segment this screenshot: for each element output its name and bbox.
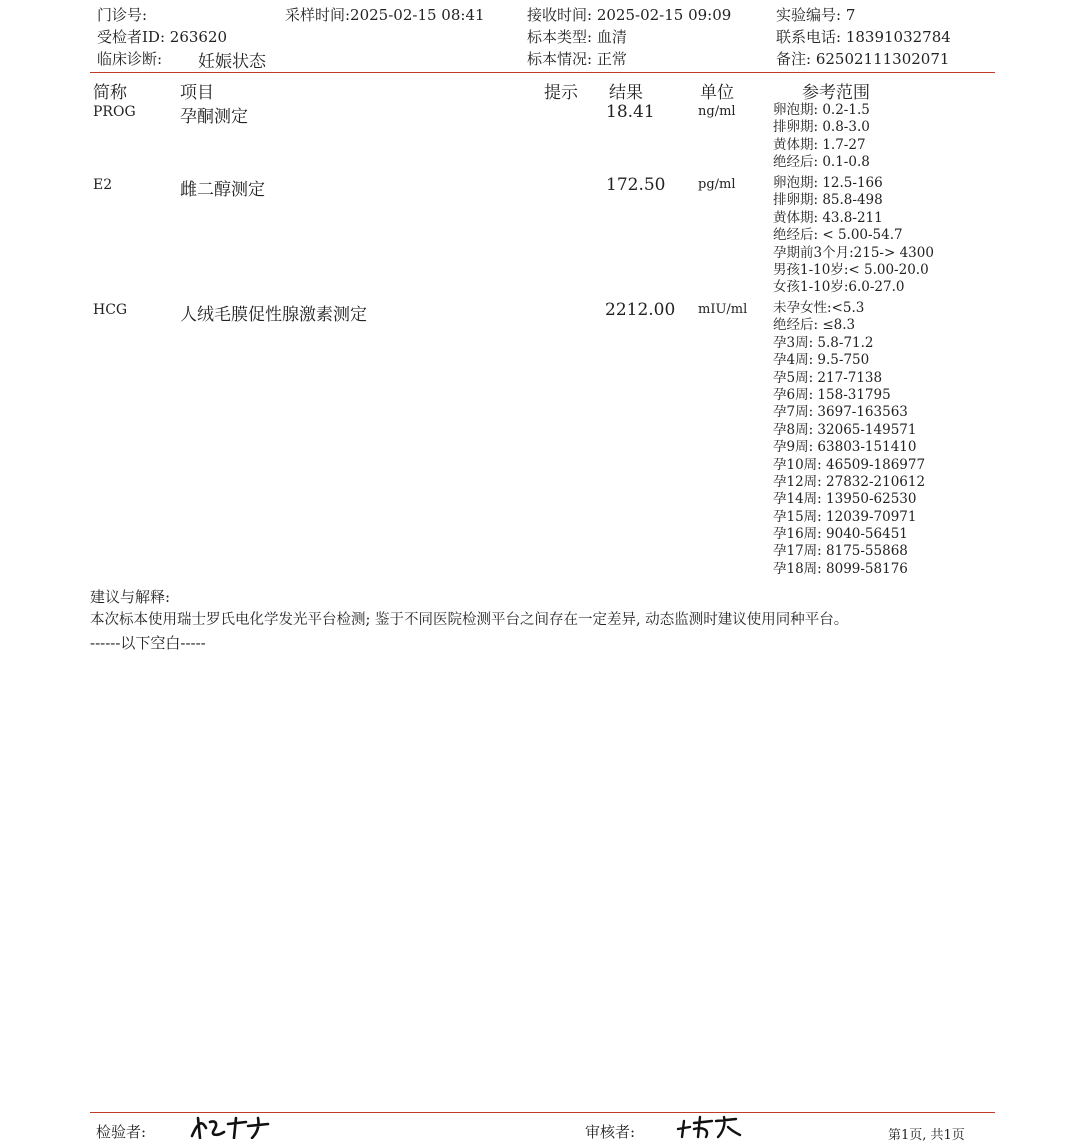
range-line: 孕8周: 32065-149571 xyxy=(773,421,917,438)
range-line: 黄体期: 1.7-27 xyxy=(773,136,866,153)
row-name: 人绒毛膜促性腺激素测定 xyxy=(180,305,367,325)
blank-marker: ------以下空白----- xyxy=(90,634,206,652)
clinic-no-label: 门诊号: xyxy=(97,6,148,24)
row-unit: mIU/ml xyxy=(698,302,748,317)
row-name: 孕酮测定 xyxy=(180,107,248,127)
footer-divider xyxy=(90,1112,995,1113)
range-line: 女孩1-10岁:6.0-27.0 xyxy=(773,279,905,296)
receive-time: 接收时间: 2025-02-15 09:09 xyxy=(527,6,732,24)
diagnosis-label: 临床诊断: xyxy=(97,50,163,68)
row-result: 18.41 xyxy=(606,102,655,122)
range-line: 未孕女性:<5.3 xyxy=(773,300,865,316)
col-hint: 提示 xyxy=(544,83,578,103)
specimen-type: 标本类型: 血清 xyxy=(527,28,627,46)
lab-no: 实验编号: 7 xyxy=(776,6,856,24)
row-result: 2212.00 xyxy=(605,300,676,320)
reference-range xyxy=(773,175,934,297)
range-line: 黄体期: 43.8-211 xyxy=(773,209,883,226)
diagnosis-value: 妊娠状态 xyxy=(198,52,266,72)
row-code: PROG xyxy=(93,104,136,120)
header-divider xyxy=(90,72,995,73)
reviewer-label: 审核者: xyxy=(585,1123,636,1141)
range-line: 孕10周: 46509-186977 xyxy=(773,456,926,473)
range-line: 卵泡期: 12.5-166 xyxy=(773,175,883,191)
remark: 备注: 62502111302071 xyxy=(776,50,950,68)
row-result: 172.50 xyxy=(606,175,666,195)
range-line: 排卵期: 85.8-498 xyxy=(773,192,883,209)
specimen-status: 标本情况: 正常 xyxy=(527,50,627,68)
col-range: 参考范围 xyxy=(802,83,870,103)
reference-range xyxy=(773,102,870,172)
patient-id: 受检者ID: 263620 xyxy=(97,28,228,46)
sample-time: 采样时间:2025-02-15 08:41 xyxy=(285,6,485,24)
range-line: 排卵期: 0.8-3.0 xyxy=(773,119,870,136)
range-line: 孕15周: 12039-70971 xyxy=(773,508,917,525)
reference-range xyxy=(773,300,925,578)
range-line: 孕4周: 9.5-750 xyxy=(773,352,870,369)
row-code: E2 xyxy=(93,177,113,193)
range-line: 男孩1-10岁:< 5.00-20.0 xyxy=(773,261,929,278)
range-line: 孕17周: 8175-55868 xyxy=(773,543,908,560)
range-line: 孕6周: 158-31795 xyxy=(773,386,891,403)
advice-title: 建议与解释: xyxy=(90,588,171,606)
range-line: 孕7周: 3697-163563 xyxy=(773,404,908,421)
col-result: 结果 xyxy=(609,83,643,103)
range-line: 孕14周: 13950-62530 xyxy=(773,491,917,508)
col-item: 项目 xyxy=(180,83,214,103)
range-line: 绝经后: 0.1-0.8 xyxy=(773,154,870,171)
range-line: 卵泡期: 0.2-1.5 xyxy=(773,102,870,118)
range-line: 绝经后: ≤8.3 xyxy=(773,317,856,334)
row-code: HCG xyxy=(93,302,128,318)
phone: 联系电话: 18391032784 xyxy=(776,28,951,46)
range-line: 孕12周: 27832-210612 xyxy=(773,473,926,490)
inspector-label: 检验者: xyxy=(96,1123,147,1141)
range-line: 孕期前3个月:215-> 4300 xyxy=(773,244,934,261)
col-unit: 单位 xyxy=(700,83,734,103)
range-line: 孕16周: 9040-56451 xyxy=(773,526,908,543)
range-line: 孕18周: 8099-58176 xyxy=(773,560,908,577)
range-line: 绝经后: < 5.00-54.7 xyxy=(773,227,903,244)
range-line: 孕9周: 63803-151410 xyxy=(773,439,917,456)
page-indicator: 第1页, 共1页 xyxy=(888,1128,965,1143)
reviewer-signature xyxy=(676,1115,746,1139)
row-unit: ng/ml xyxy=(698,104,736,119)
range-line: 孕3周: 5.8-71.2 xyxy=(773,334,874,351)
row-name: 雌二醇测定 xyxy=(180,180,265,200)
col-abbr: 简称 xyxy=(93,83,127,103)
row-unit: pg/ml xyxy=(698,177,736,192)
range-line: 孕5周: 217-7138 xyxy=(773,369,883,386)
advice-text: 本次标本使用瑞士罗氏电化学发光平台检测; 鉴于不同医院检测平台之间存在一定差异, 动态监测时建议使用同种平台。 xyxy=(90,612,849,628)
inspector-signature xyxy=(188,1114,278,1139)
